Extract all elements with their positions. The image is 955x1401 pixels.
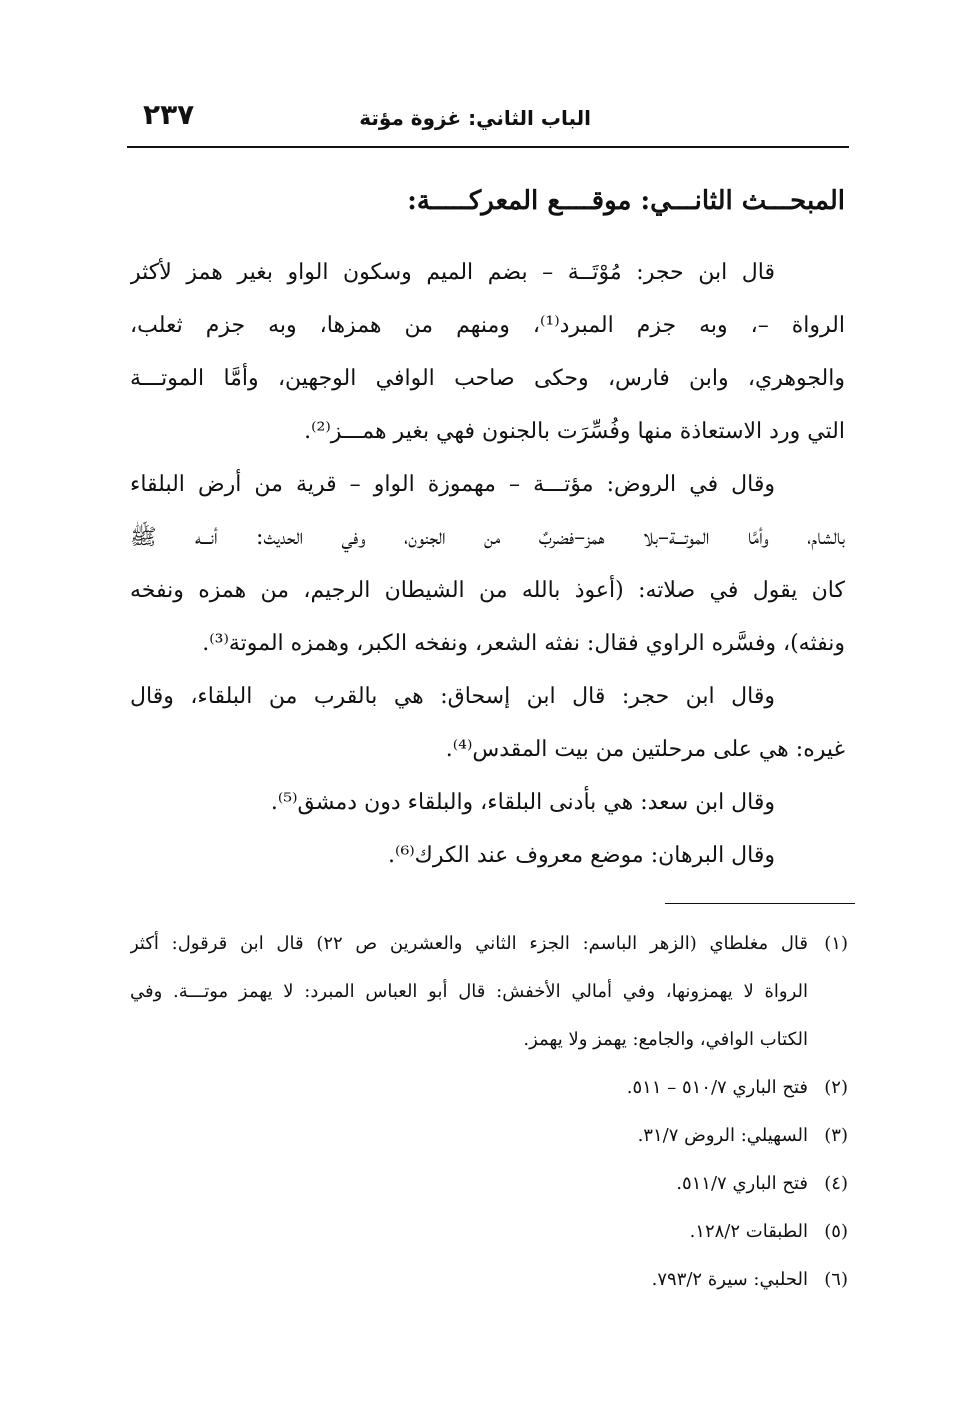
footnote-3 (130, 1112, 848, 1160)
running-header (127, 96, 849, 148)
footnote-2 (130, 1064, 848, 1112)
body-line: وقال ابن حجر: قال ابن إسحاق: هي بالقرب من البلقاء، وقال (130, 684, 775, 709)
body-line: وقال ابن سعد: هي بأدنى البلقاء، والبلقاء دون دمشق⁽⁵⁾. (270, 790, 775, 815)
footnote-5 (130, 1208, 848, 1256)
page-number: ٢٣٧ (143, 98, 195, 131)
body-line: والجوهري، وابن فارس، وحكى صاحب الوافي الوجهين، وأمَّا الموتـــة (130, 366, 845, 391)
footnote-line: فتح الباري ٥١١/٧. (676, 1173, 808, 1194)
footnote-number: (٥) (824, 1221, 848, 1242)
body-line: بالشام، وأمَّا الموتـــة–بلا همز–فضربٌ من الجنون، وفي الحديث: أنـــه ﷺ (130, 525, 845, 550)
body-line: التي ورد الاستعاذة منها وفُسِّرَت بالجنون فهي بغير همـــز⁽²⁾. (304, 419, 845, 444)
footnote-line: الكتاب الوافي، والجامع: يهمز ولا يهمز. (523, 1029, 808, 1050)
body-line: كان يقول في صلاته: (أعوذ بالله من الشيطان الرجيم، من همزه ونفخه (130, 578, 845, 603)
footnote-separator (665, 903, 855, 904)
body-line: قال ابن حجر: مُوْتَــة – بضم الميم وسكون الواو بغير همز لأكثر (130, 260, 775, 285)
footnote-line: الطبقات ١٢٨/٢. (689, 1221, 808, 1242)
chapter-title: الباب الثاني: غزوة مؤتة (359, 106, 591, 130)
footnote-line: السهيلي: الروض ٣١/٧. (637, 1125, 808, 1146)
footnote-1 (130, 920, 848, 1064)
footnote-line: الحلبي: سيرة ٧٩٣/٢. (651, 1269, 808, 1290)
body-line: غيره: هي على مرحلتين من بيت المقدس⁽⁴⁾. (445, 737, 845, 762)
section-heading: المبحـــث الثانـــي: موقــــع المعركـــــة: (407, 186, 845, 216)
footnote-6 (130, 1256, 848, 1304)
body-line: الرواة –، وبه جزم المبرد⁽¹⁾، ومنهم من همزها، وبه جزم ثعلب، (130, 313, 845, 338)
footnote-number: (٢) (824, 1077, 848, 1098)
body-text (130, 246, 845, 882)
body-line: وقال البرهان: موضع معروف عند الكرك⁽⁶⁾. (388, 843, 775, 868)
footnote-number: (٤) (824, 1173, 848, 1194)
footnote-line: فتح الباري ٥١٠/٧ – ٥١١. (626, 1077, 808, 1098)
body-line: وقال في الروض: مؤتـــة – مهموزة الواو – قرية من أرض البلقاء (130, 472, 775, 497)
footnote-line: قال مغلطاي (الزهر الباسم: الجزء الثاني والعشرين ص ٢٢) قال ابن قرقول: أكثر (130, 933, 808, 954)
footnote-number: (٦) (824, 1269, 848, 1290)
footnote-4 (130, 1160, 848, 1208)
footnote-number: (٣) (824, 1125, 848, 1146)
body-line: ونفثه)، وفسَّره الراوي فقال: نفثه الشعر، ونفخه الكبر، وهمزه الموتة⁽³⁾. (202, 631, 845, 656)
footnotes (130, 920, 848, 1304)
footnote-line: الرواة لا يهمزونها، وفي أمالي الأخفش: قال أبو العباس المبرد: لا يهمز موتـــة. وفي (130, 981, 808, 1002)
footnote-number: (١) (824, 933, 848, 954)
